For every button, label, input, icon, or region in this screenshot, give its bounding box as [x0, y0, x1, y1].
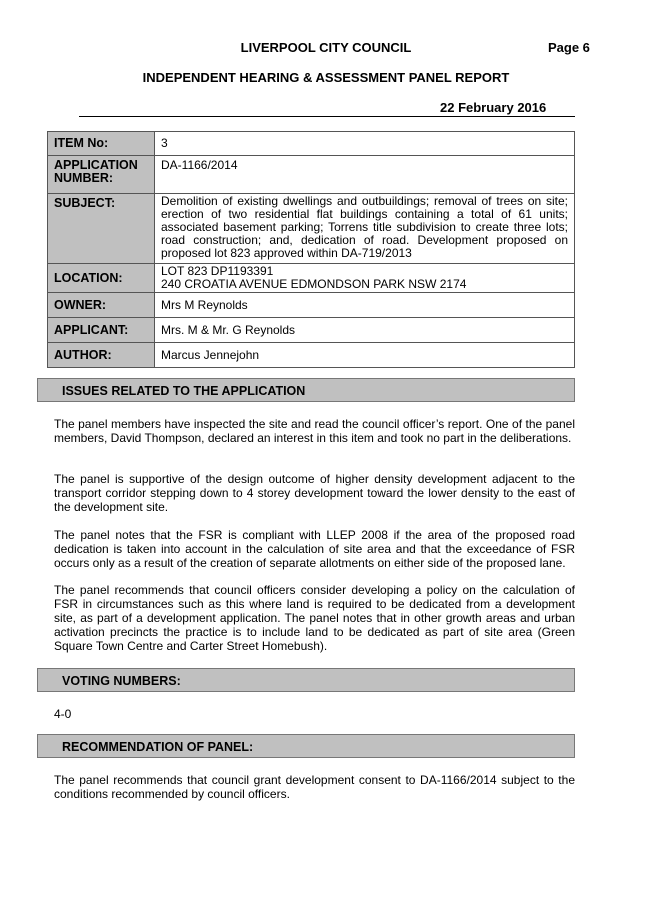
table-row [48, 156, 575, 194]
recommendation-heading: RECOMMENDATION OF PANEL: [62, 740, 254, 754]
author-value: Marcus Jennejohn [155, 343, 575, 368]
header-rule [79, 116, 575, 117]
issues-paragraph-1: The panel members have inspected the site and read the council officer’s report. One of the panel members, David Thompson, declared an interest in this item and took no part in the deliberations. [54, 417, 575, 445]
application-number-value: DA-1166/2014 [155, 156, 575, 194]
issues-heading: ISSUES RELATED TO THE APPLICATION [62, 384, 306, 398]
application-info-table [47, 131, 575, 368]
recommendation-text: The panel recommends that council grant development consent to DA-1166/2014 subject to the conditions recommended by council officers. [54, 773, 575, 801]
table-row [48, 343, 575, 368]
subject-value: Demolition of existing dwellings and outbuildings; removal of trees on site; erection of two residential flat buildings containing a total of 61 units; associated basement parking; Torrens title subdivision to create three lots; road construction; and, dedication of road. Development proposed on proposed lot 823 approved within DA-719/2013 [155, 194, 575, 264]
issues-paragraph-2: The panel is supportive of the design outcome of higher density development adjacent to the transport corridor stepping down to 4 storey development toward the lower density to the east of the development site. [54, 472, 575, 514]
voting-value: 4-0 [54, 707, 72, 721]
application-number-label: APPLICATION NUMBER: [48, 156, 155, 194]
table-row [48, 318, 575, 343]
page-number: Page 6 [548, 40, 590, 55]
issues-paragraph-4: The panel recommends that council officers consider developing a policy on the calculation of FSR in circumstances such as this where land is required to be dedicated from a development site, as part of a development application. The panel notes that in other growth areas and urban activation precincts the practice is to include land to be dedicated as part of site area (Green Square Town Centre and Carter Street Homebush). [54, 583, 575, 653]
item-no-label: ITEM No: [48, 132, 155, 156]
location-label: LOCATION: [48, 264, 155, 293]
table-row [48, 194, 575, 264]
table-row [48, 264, 575, 293]
applicant-label: APPLICANT: [48, 318, 155, 343]
location-lot: LOT 823 DP1193391 [161, 264, 274, 278]
issues-paragraph-3: The panel notes that the FSR is compliant with LLEP 2008 if the area of the proposed road dedication is taken into account in the calculation of site area and that the exceedance of FSR occurs only as a result of the creation of separate allotments on either side of the proposed lane. [54, 528, 575, 570]
subject-label: SUBJECT: [48, 194, 155, 264]
voting-heading: VOTING NUMBERS: [62, 674, 181, 688]
item-no-value: 3 [155, 132, 575, 156]
report-date: 22 February 2016 [440, 100, 547, 115]
author-label: AUTHOR: [48, 343, 155, 368]
location-address: 240 CROATIA AVENUE EDMONDSON PARK NSW 2174 [161, 277, 467, 291]
applicant-value: Mrs. M & Mr. G Reynolds [155, 318, 575, 343]
location-value [155, 264, 575, 293]
recommendation-heading-bar [37, 734, 575, 758]
voting-heading-bar [37, 668, 575, 692]
owner-value: Mrs M Reynolds [155, 293, 575, 318]
issues-heading-bar [37, 378, 575, 402]
owner-label: OWNER: [48, 293, 155, 318]
table-row [48, 293, 575, 318]
council-name: LIVERPOOL CITY COUNCIL [240, 40, 412, 55]
table-row [48, 132, 575, 156]
report-title: INDEPENDENT HEARING & ASSESSMENT PANEL REPORT [142, 70, 510, 85]
